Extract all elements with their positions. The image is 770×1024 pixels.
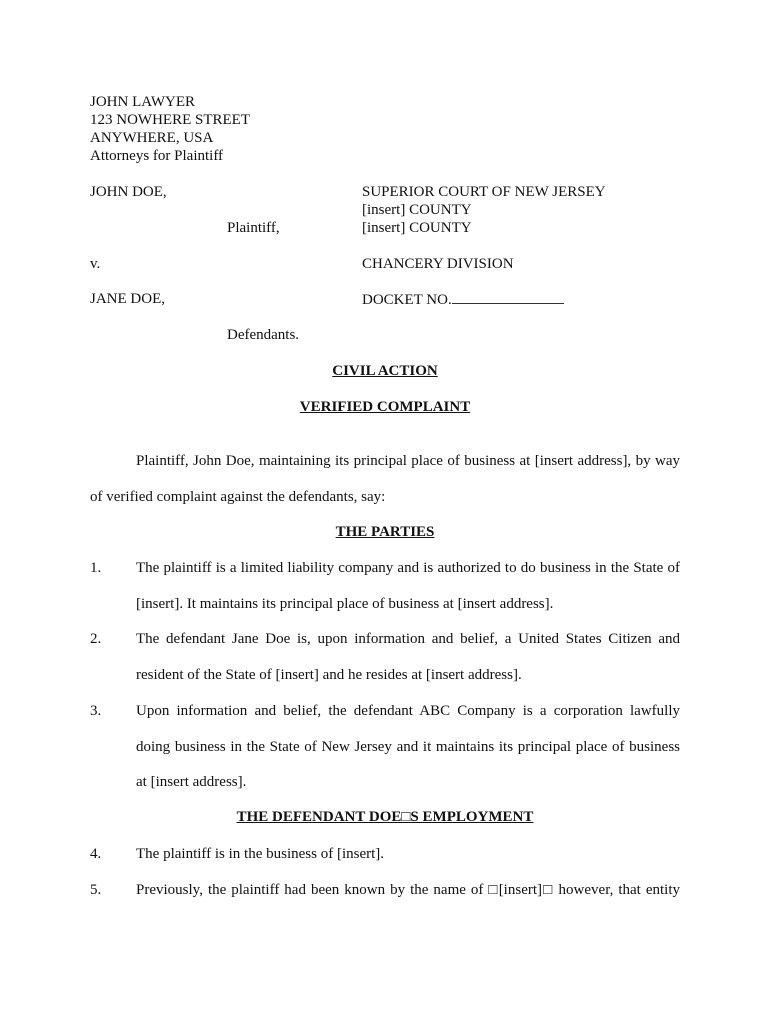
court-name: SUPERIOR COURT OF NEW JERSEY	[362, 184, 606, 200]
intro-line-1: Plaintiff, John Doe, maintaining its principal place of business at [insert address], by way	[136, 453, 680, 469]
division-name: CHANCERY DIVISION	[362, 256, 514, 272]
verified-complaint-title: VERIFIED COMPLAINT	[299, 399, 471, 415]
paragraph-line: The defendant Jane Doe is, upon information and belief, a United States Citizen and	[136, 631, 680, 647]
versus-label: v.	[90, 256, 101, 272]
paragraph-line: The plaintiff is in the business of [insert].	[136, 846, 385, 862]
paragraph-number: 2.	[90, 631, 102, 647]
section-heading-parties: THE PARTIES	[335, 524, 435, 540]
plaintiff-name: JOHN DOE,	[90, 184, 167, 200]
civil-action-title: CIVIL ACTION	[332, 363, 438, 379]
section-heading-employment: THE DEFENDANT DOE□S EMPLOYMENT	[236, 809, 534, 825]
paragraph-line: doing business in the State of New Jersey and it maintains its principal place of business	[136, 739, 680, 755]
paragraph-line: at [insert address].	[136, 774, 247, 790]
docket-blank-line	[452, 290, 564, 304]
docket-number	[362, 290, 564, 309]
docket-label: DOCKET NO.	[362, 292, 452, 308]
paragraph-line: Previously, the plaintiff had been known by the name of □[insert]□ however, that entity	[136, 882, 680, 898]
paragraph-line: Upon information and belief, the defendant ABC Company is a corporation lawfully	[136, 703, 680, 719]
attorney-role: Attorneys for Plaintiff	[90, 148, 224, 164]
paragraph-number: 3.	[90, 703, 102, 719]
plaintiff-label: Plaintiff,	[227, 220, 280, 236]
paragraph-number: 4.	[90, 846, 102, 862]
defendant-label: Defendants.	[227, 327, 300, 343]
paragraph-line: The plaintiff is a limited liability company and is authorized to do business in the State of	[136, 560, 680, 576]
attorney-city: ANYWHERE, USA	[90, 130, 214, 146]
county-line-1: [insert] COUNTY	[362, 202, 472, 218]
paragraph-line: [insert]. It maintains its principal place of business at [insert address].	[136, 596, 554, 612]
paragraph-number: 5.	[90, 882, 102, 898]
defendant-name: JANE DOE,	[90, 291, 165, 307]
attorney-street: 123 NOWHERE STREET	[90, 112, 250, 128]
intro-line-2: of verified complaint against the defendants, say:	[90, 489, 386, 505]
paragraph-line: resident of the State of [insert] and he resides at [insert address].	[136, 667, 522, 683]
attorney-name: JOHN LAWYER	[90, 94, 196, 110]
paragraph-number: 1.	[90, 560, 102, 576]
county-line-2: [insert] COUNTY	[362, 220, 472, 236]
